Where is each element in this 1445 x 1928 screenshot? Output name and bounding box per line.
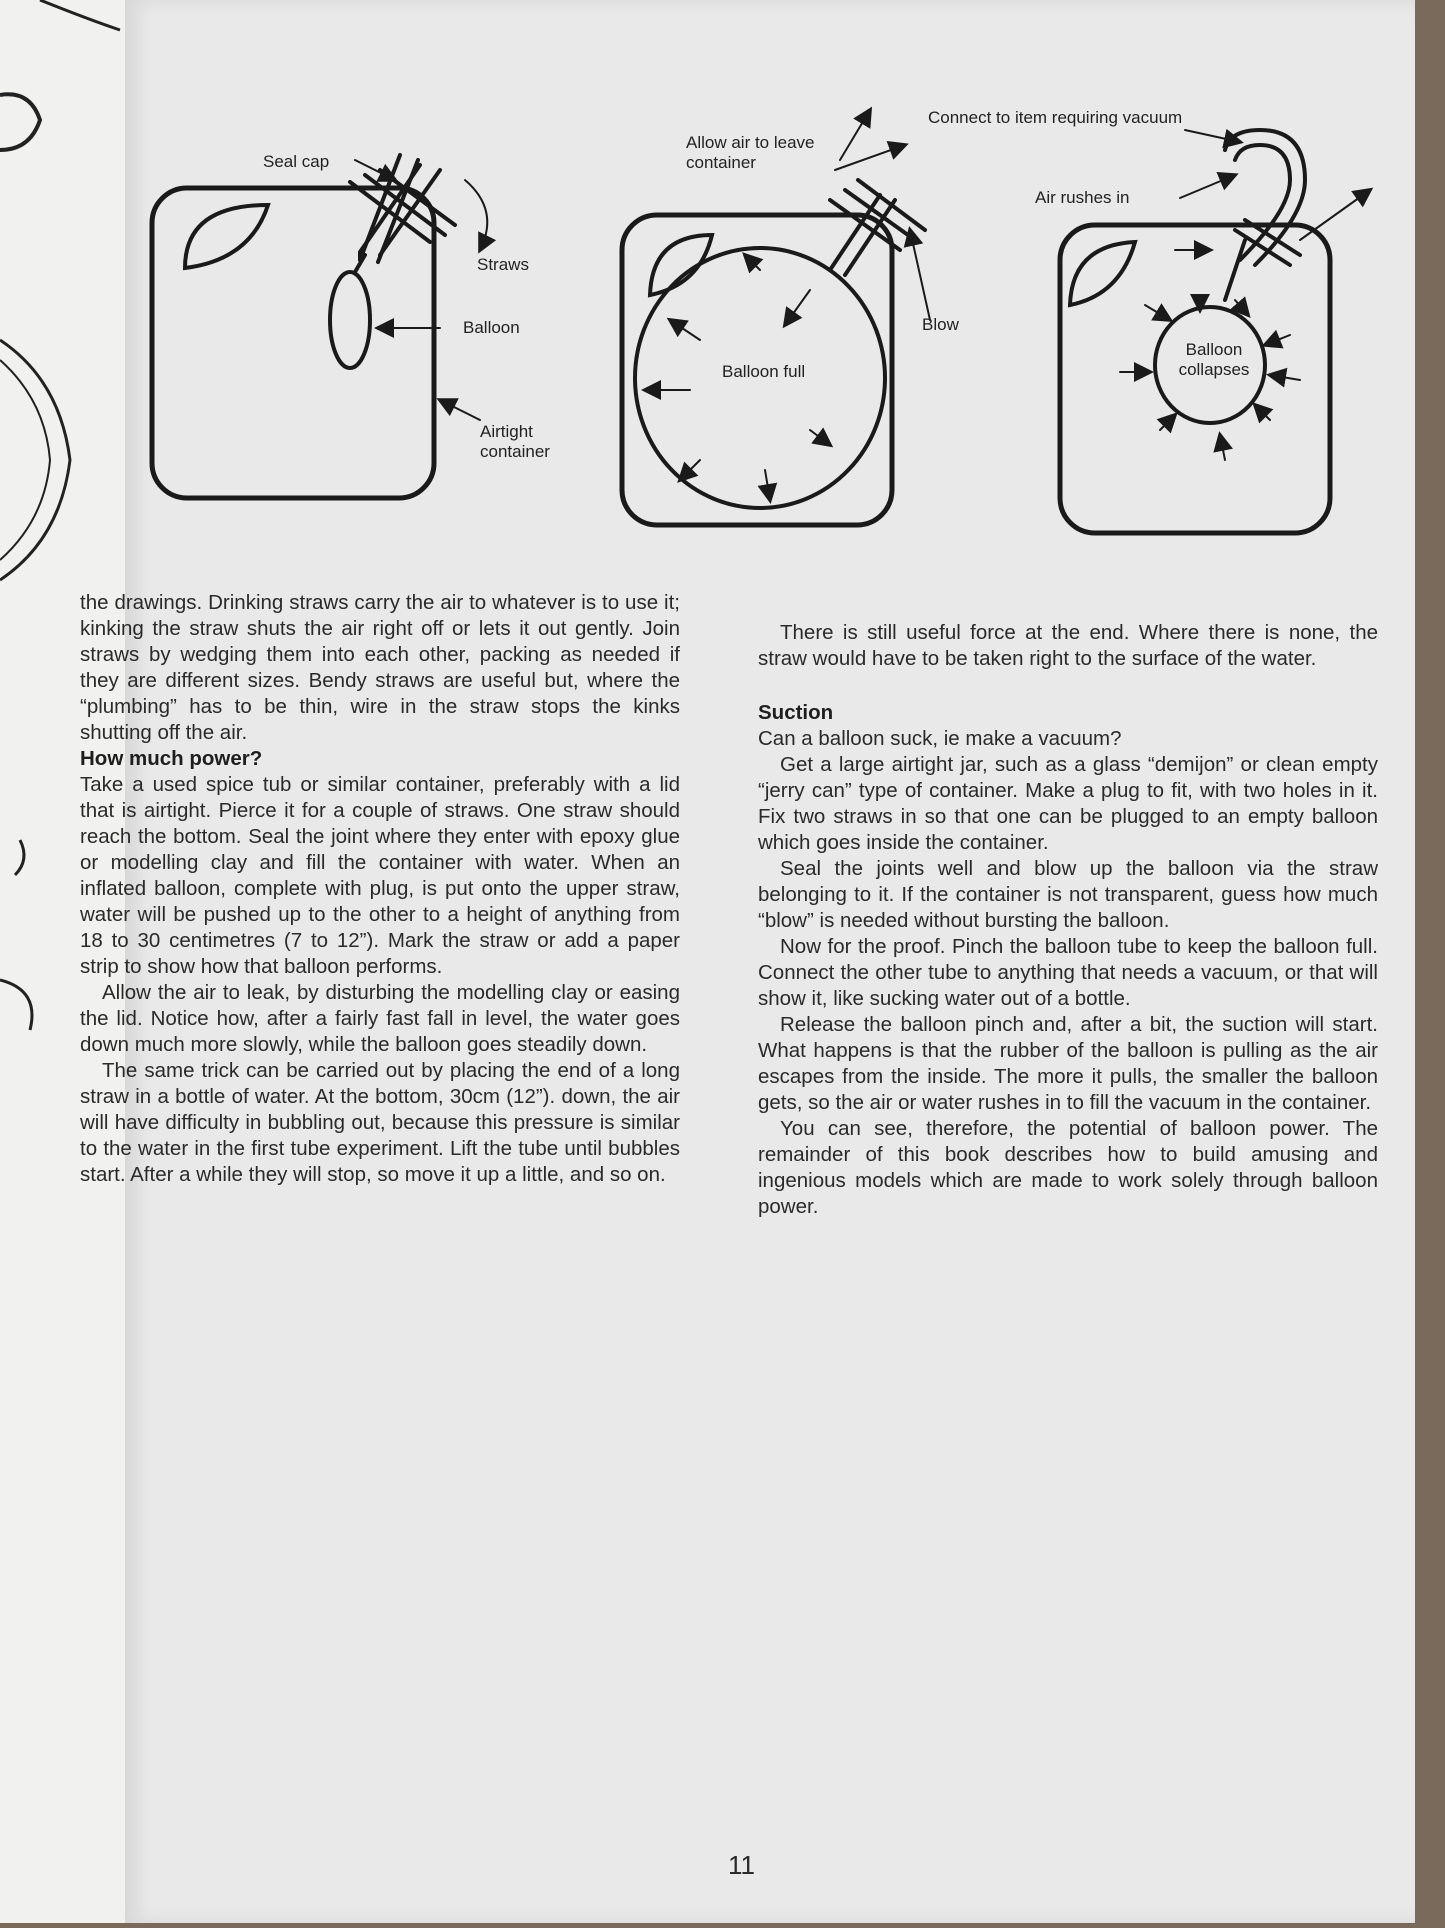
allow-air-label: Allow air to leave container — [686, 133, 815, 172]
paragraph: There is still useful force at the end. Where there is none, the straw would have to be taken right to the surface of the water. — [758, 621, 1378, 670]
airtight-container-label: Airtight container — [480, 422, 550, 461]
balloon-full-label: Balloon full — [722, 362, 806, 381]
section-heading-suction: Suction — [758, 701, 834, 724]
paragraph: Release the balloon pinch and, after a bit, the suction will start. What happens is that the rubber of the balloon is pulling as the air escapes from the inside. The more it pulls, the smaller the balloon gets, so the air or water rushes in to fill the vacuum in the container. — [758, 1013, 1378, 1114]
seal-cap-label: Seal cap — [263, 152, 330, 171]
paragraph: The same trick can be carried out by placing the end of a long straw in a bottle of water. At the bottom, 30cm (12”). down, the air will have difficulty in bubbling out, because this pressure is similar to the water in the first tube experiment. Lift the tube until bubbles start. After a while they will stop, so move it up a little, and so on. — [80, 1059, 680, 1186]
right-column — [758, 620, 1378, 1220]
container-diagram-1 — [152, 155, 487, 498]
paragraph: Can a balloon suck, ie make a vacuum? — [758, 727, 1122, 750]
air-rushes-label: Air rushes in — [1035, 188, 1130, 207]
balloon-label: Balloon — [463, 318, 520, 337]
paragraph: the drawings. Drinking straws carry the air to whatever is to use it; kinking the straw shuts the air right off or lets it out gently. Join straws by wedging them into each other, packing as needed if they are different sizes. Bendy straws are useful but, where the “plumbing” has to be thin, wire in the straw stops the kinks shutting off the air. — [80, 591, 680, 744]
connect-label: Connect to item requiring vacuum — [928, 108, 1183, 127]
paragraph: Take a used spice tub or similar container, preferably with a lid that is airtight. Pierce it for a couple of straws. One straw should reach the bottom. Seal the joint where they enter with epoxy glue or modelling clay and fill the container with water. When an inflated balloon, complete with plug, is put onto the upper straw, water will be pushed up to the other to a height of anything from 18 to 30 centimetres (7 to 12”). Mark the straw or add a paper strip to show how that balloon performs. — [80, 773, 680, 978]
balloon-collapses-label: Balloon collapses — [1178, 340, 1250, 379]
paragraph: Get a large airtight jar, such as a glass “demijon” or clean empty “jerry can” type of container. Make a plug to fit, with two holes in it. Fix two straws in so that one can be plugged to an empty balloon which goes inside the container. — [758, 753, 1378, 854]
paragraph: Now for the proof. Pinch the balloon tube to keep the balloon full. Connect the other tube to anything that needs a vacuum, or that will show it, like sucking water out of a bottle. — [758, 935, 1378, 1010]
left-column — [80, 590, 680, 1188]
straws-label: Straws — [477, 255, 529, 274]
paragraph: You can see, therefore, the potential of balloon power. The remainder of this book describes how to build amusing and ingenious models which are made to work solely through balloon power. — [758, 1117, 1378, 1218]
page-number: 11 — [728, 1850, 755, 1880]
blow-label: Blow — [922, 315, 959, 334]
paragraph: Seal the joints well and blow up the balloon via the straw belonging to it. If the container is not transparent, guess how much “blow” is needed without bursting the balloon. — [758, 857, 1378, 932]
balloon-diagrams — [0, 0, 1445, 560]
paragraph: Allow the air to leak, by disturbing the modelling clay or easing the lid. Notice how, after a fairly fast fall in level, the water goes down much more slowly, while the balloon goes steadily down. — [80, 981, 680, 1056]
section-heading-power: How much power? — [80, 747, 263, 770]
